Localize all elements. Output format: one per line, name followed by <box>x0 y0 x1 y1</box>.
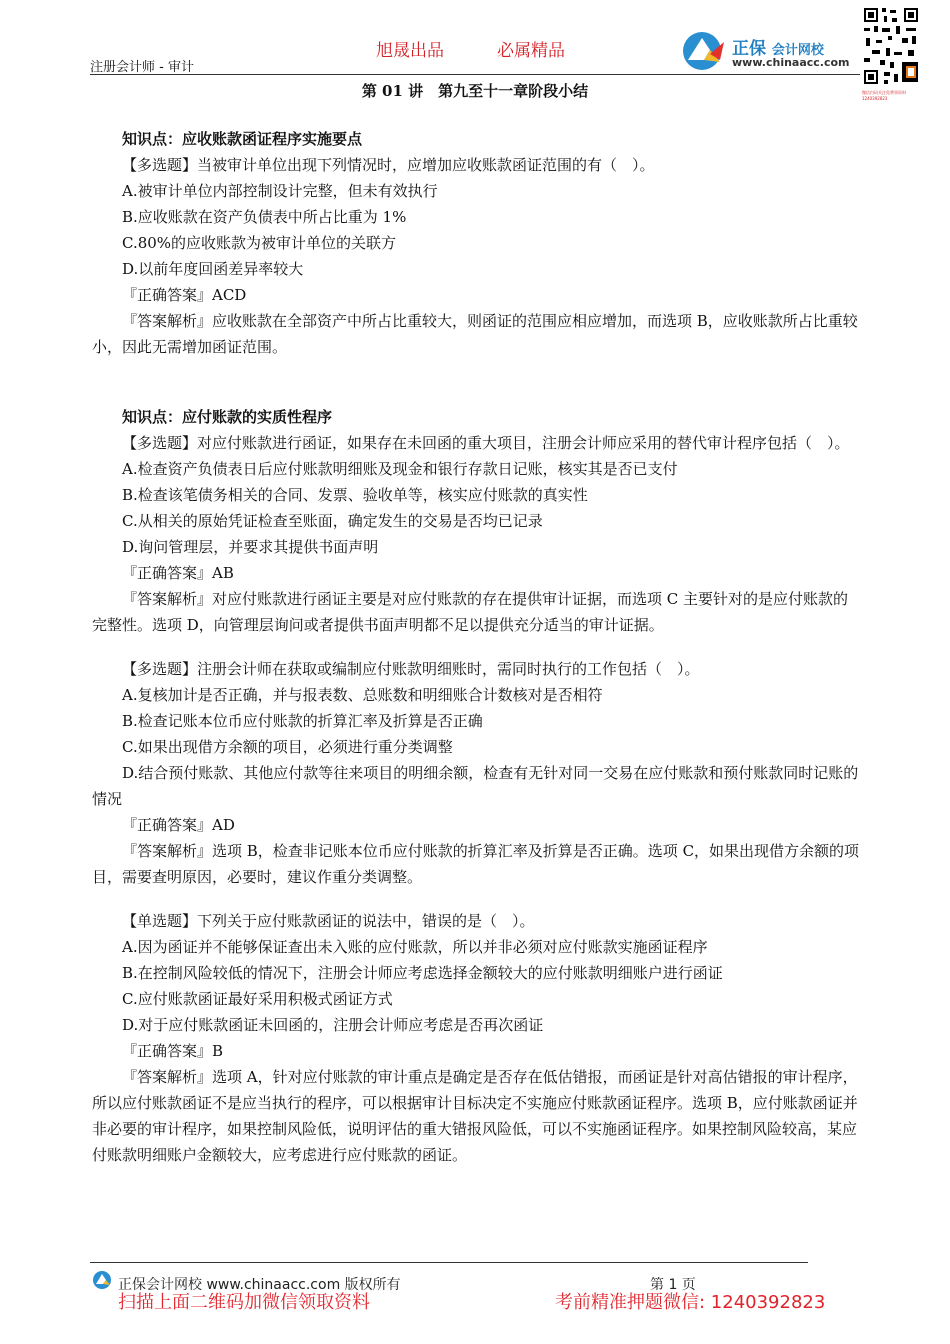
knowledge-point-heading: 知识点：应付账款的实质性程序 <box>122 408 333 426</box>
correct-answer: 『正确答案』AD <box>122 816 235 834</box>
option: B.检查该笔债务相关的合同、发票、验收单等，核实应付账款的真实性 <box>122 486 588 504</box>
option: C.从相关的原始凭证检查至账面，确定发生的交易是否均已记录 <box>122 512 543 530</box>
header-slogan-2: 必属精品 <box>497 41 565 61</box>
option: D.结合预付账款、其他应付款等往来项目的明细余额，检查有无针对同一交易在应付账款和预付账款同时记账的情况 <box>92 764 859 808</box>
chinaacc-logo-icon <box>680 30 728 72</box>
header-slogan-1: 旭晟出品 <box>376 41 444 61</box>
correct-answer: 『正确答案』AB <box>122 564 234 582</box>
header-subject: 注册会计师 - 审计 <box>90 60 194 75</box>
question-stem <box>92 656 860 682</box>
footer-divider <box>90 1262 808 1263</box>
answer-analysis: 『答案解析』选项 B，检查非记账本位币应付账款的折算汇率及折算是否正确。选项 C，如果出现借方余额的项目，需要查明原因，必要时，建议作重分类调整。 <box>92 842 860 886</box>
logo-name: 正保 <box>732 39 766 59</box>
question-stem <box>92 908 860 934</box>
qr-code-icon[interactable] <box>862 6 920 86</box>
footer-logo-icon <box>92 1270 112 1290</box>
option: C.应付账款函证最好采用积极式函证方式 <box>122 990 393 1008</box>
option: D.询问管理层，并要求其提供书面声明 <box>122 538 379 556</box>
qr-note: 微信扫码关注免费领资料 1240392823 <box>862 90 906 101</box>
correct-answer: 『正确答案』ACD <box>122 286 247 304</box>
knowledge-point-heading: 知识点：应收账款函证程序实施要点 <box>122 130 363 148</box>
question-text: 注册会计师在获取或编制应付账款明细账时，需同时执行的工作包括（ ）。 <box>197 660 700 678</box>
footer-copyright: 正保会计网校 www.chinaacc.com 版权所有 <box>118 1277 401 1293</box>
option: C.80%的应收账款为被审计单位的关联方 <box>122 234 397 252</box>
page-number: 第 1 页 <box>650 1277 696 1293</box>
logo-name-small: 会计网校 <box>771 43 824 58</box>
question-type: 【多选题】 <box>122 660 198 678</box>
page-title: 第 01 讲 第九至十一章阶段小结 <box>361 82 589 100</box>
option: A.检查资产负债表日后应付账款明细账及现金和银行存款日记账，核实其是否已支付 <box>122 460 678 478</box>
promo-wechat-text: 考前精准押题微信: 1240392823 <box>555 1292 826 1313</box>
document-body <box>92 126 860 1168</box>
option: B.应收账款在资产负债表中所占比重为 1% <box>122 208 407 226</box>
question-text: 下列关于应付账款函证的说法中，错误的是（ ）。 <box>197 912 535 930</box>
option: D.以前年度回函差异率较大 <box>122 260 304 278</box>
option: A.因为函证并不能够保证查出未入账的应付账款，所以并非必须对应付账款实施函证程序 <box>122 938 708 956</box>
question-type: 【单选题】 <box>122 912 198 930</box>
question-stem <box>92 152 860 178</box>
option: B.在控制风险较低的情况下，注册会计师应考虑选择金额较大的应付账款明细账户进行函证 <box>122 964 723 982</box>
question-stem <box>92 430 860 456</box>
option: B.检查记账本位币应付账款的折算汇率及折算是否正确 <box>122 712 483 730</box>
header-divider <box>90 74 860 75</box>
correct-answer: 『正确答案』B <box>122 1042 224 1060</box>
option: D.对于应付账款函证未回函的，注册会计师应考虑是否再次函证 <box>122 1016 544 1034</box>
question-type: 【多选题】 <box>122 434 198 452</box>
option: A.复核加计是否正确，并与报表数、总账数和明细账合计数核对是否相符 <box>122 686 603 704</box>
logo-url: www.chinaacc.com <box>732 56 850 69</box>
option: A.被审计单位内部控制设计完整，但未有效执行 <box>122 182 438 200</box>
question-text: 当被审计单位出现下列情况时，应增加应收账款函证范围的有（ ）。 <box>197 156 655 174</box>
promo-qr-text: 扫描上面二维码加微信领取资料 <box>118 1292 370 1313</box>
question-text: 对应付账款进行函证，如果存在未回函的重大项目，注册会计师应采用的替代审计程序包括（ ）。 <box>197 434 850 452</box>
answer-analysis: 『答案解析』选项 A，针对应付账款的审计重点是确定是否存在低估错报，而函证是针对高估错报的审计程序，所以应付账款函证不是应当执行的程序，可以根据审计目标决定不实施应付账款函证程序。选项 B，应付账款函证并非必要的审计程序，如果控制风险低，说明评估的重大错报风险低，可以不实施函证程序。如果控制风险较高，某应付账款明细账户金额较大，应考虑进行应付账款的函证。 <box>92 1068 858 1164</box>
answer-analysis: 『答案解析』应收账款在全部资产中所占比重较大，则函证的范围应相应增加，而选项 B，应收账款所占比重较小，因此无需增加函证范围。 <box>92 312 858 356</box>
answer-analysis: 『答案解析』对应付账款进行函证主要是对应付账款的存在提供审计证据，而选项 C 主要针对的是应付账款的完整性。选项 D，向管理层询问或者提供书面声明都不足以提供充分适当的审计证据。 <box>92 590 849 634</box>
question-type: 【多选题】 <box>122 156 198 174</box>
option: C.如果出现借方余额的项目，必须进行重分类调整 <box>122 738 453 756</box>
